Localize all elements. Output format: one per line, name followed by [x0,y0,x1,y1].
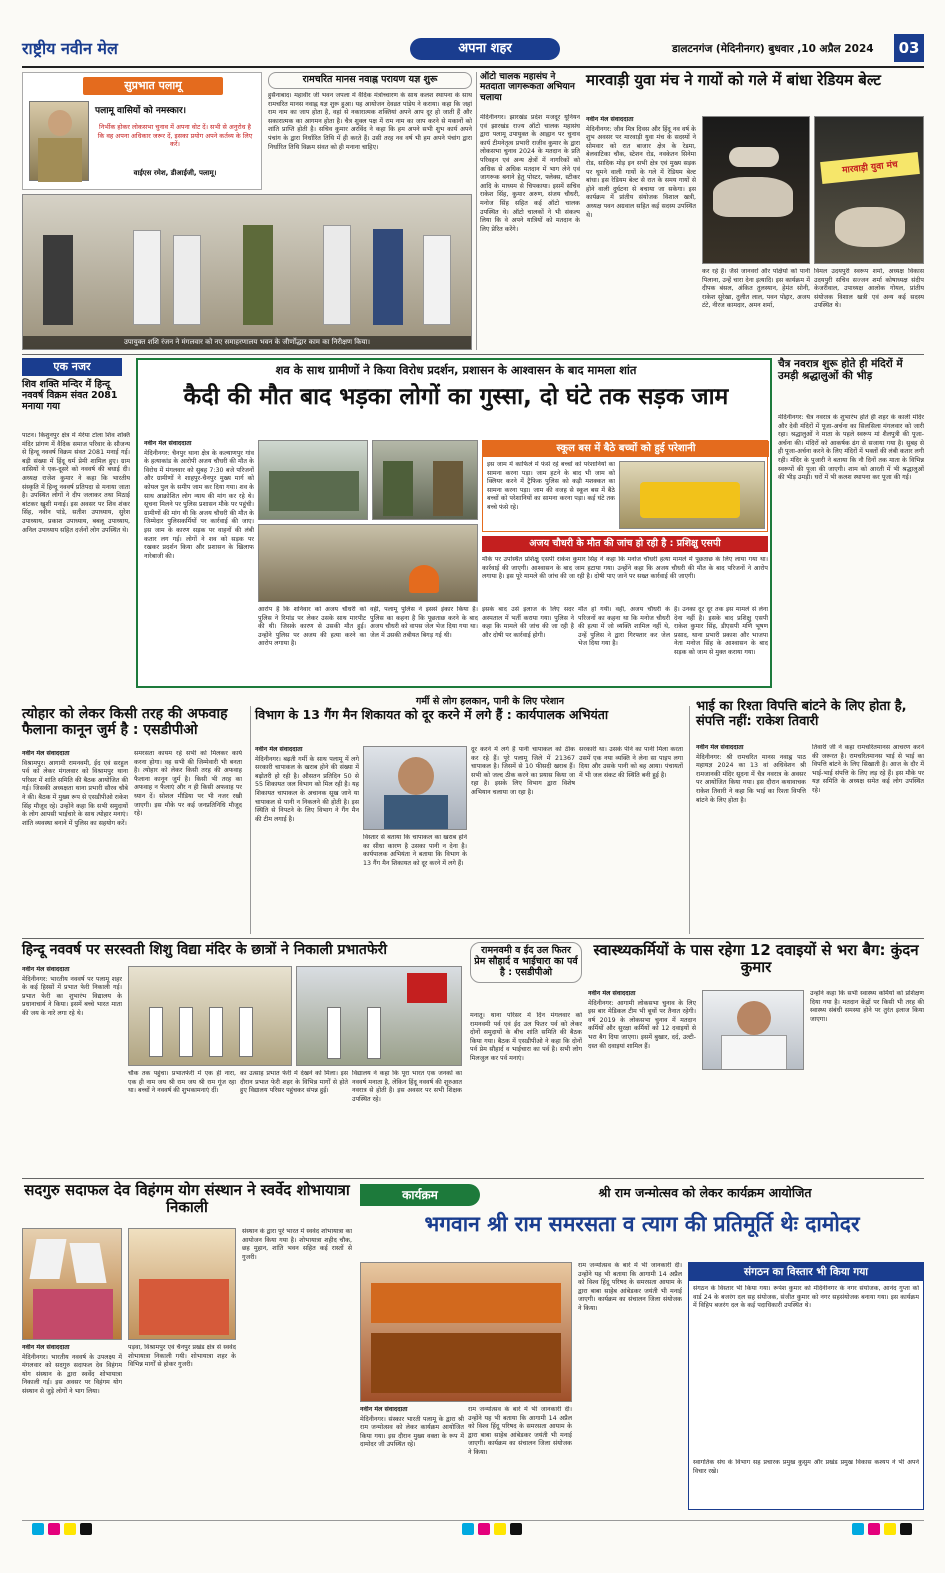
kaidi-body-3: वहीं, पलामू पुलिस ने इससे इंकार किया है। पुलिस का कहना है कि पूछताछ करने के बाद अजय चौधरी को वापस जेल भेज दिया गया था। जेल में उसकी तबीयत बिगड़ गई थी। [370,606,478,639]
swatch-magenta-2 [478,1523,490,1535]
sangathan-headline: संगठन का विस्तार भी किया गया [689,1263,923,1281]
ram-janmotsav-photo [360,1262,572,1402]
swasthya-byline: नवीन मेल संवाददाता [588,990,636,997]
saraswati-body-4: विद्यालय ने कहा कि पूरा भारत एक जनकों का नववर्ष मनाता है, लेकिन हिंदू नववर्ष की शुरुआत नवरात्र से होती है। इस अवसर पर सभी शिक्षक उपस्थित रहे। [352,1070,462,1103]
sangathan-body: संगठन के विस्तार भी किया गया। रूपेश कुमार को मेदिनीनगर के नगर संयोजक, आनंद गुप्ता को वार्ड 24 के बजरंग दल सह संयोजक, संजीत कुमार को नगर सहसंयोजक बनाया गया। इस कार्यक्रम में विहिप बजरंग दल के कई पदाधिकारी उपस्थित थे। [693,1285,919,1310]
vibhag-body-4: सरकारी था। उसके पीने का पानी मिला करता उसमें एक नया व्यक्ति ने लेना सा पाइप लगा दिया और उसके पानी को बह आया। पंचायतों में भी जल संकट की स्थिति बनी हुई है। [579,746,683,779]
vibhag-byline: नवीन मेल संवाददाता [255,746,303,753]
sadguru-body-2: पड़वा, विश्रामपुर एवं चैनपुर प्रखंड क्षेत्र से स्वर्वेद शोभायात्रा निकाली गयी। शोभायात्रा शहर के विभिन्न मार्गों से होकर गुजरी। [128,1344,236,1369]
sangathan-footer: स्वागतिक संघ के विभाग सह प्रचारक प्रमुख कुसुम और प्रखंड प्रमुख विकास कश्यप ने भी अपने विचार रखे। [693,1459,919,1475]
suprabhat-tag: सुप्रभात पलामू [83,77,223,95]
bhai-story [696,700,924,934]
sadguru-story [22,1182,352,1512]
bhai-body [696,744,806,932]
kaidi-story [136,358,772,688]
karyakram-body-text: मेदिनीनगर। संस्कार भारती पलामू के द्वारा श्री राम जन्मोत्सव को लेकर कार्यक्रम आयोजित किया गया। इस दौरान मुख्य वक्ता के रूप में दामोदर जी उपस्थित रहे। [360,1415,464,1449]
marwadi-story [586,72,924,350]
vibhag-body [255,746,359,932]
tyohar-headline: त्योहार को लेकर किसी तरह की अफवाह फैलाना कानून जुर्म है : एसडीपीओ [22,706,228,739]
swatch-yellow-2 [494,1523,506,1535]
sangathan-box [688,1262,924,1510]
tyohar-body-2: समरसता कायम रहे सभी को मिलकर कार्य करना होगा। वह सभी की जिम्मेवारी भी बनता है। त्योहार को लेकर किसी तरह की अफवाह फैलाना कानून जुर्म है। किसी भी तरह का अफवाह न फैलाएं और न ही किसी अफवाह पर ध्यान दें। सोशल मीडिया पर भी नजर रखी जाएगी। इस मौके पर कई जनप्रतिनिधि मौजूद रहे। [134,750,242,818]
swatch-black-3 [900,1523,912,1535]
marwadi-body-2: कर रहे हैं। जैसे जानवरों और पक्षियों को पानी पिलाना, उन्हें चारा देना इत्यादि। इस कार्यक्रम में दीपक बंसल, अंकित तुलस्यान, हेमंत सोनी, राकेश सुरेखा, तुलीत लाल, पवन पोद्दार, अजय टंटे, नीरज कामदार, अमन शर्मा, [702,268,810,310]
section-tag [410,38,560,60]
protest-photo-1 [258,440,368,520]
tyohar-byline: नवीन मेल संवाददाता [22,750,70,757]
greeting: पलामू वासियों को नमस्कार। [95,106,187,116]
swatch-cyan [32,1523,44,1535]
jaanch-body-2: इसके बाद उसे इलाज के लिए सदर अस्पताल में भर्ती कराया गया। पुलिस ने कहा कि मामले की जांच की जा रही है और दोषी पर कार्रवाई होगी। [482,606,574,639]
masthead [22,34,924,68]
vibhag-story [250,706,690,934]
jaanch-body-4: है। उनका दूर दूर तक इस मामले से लेना देना नहीं है। इसके बाद प्रशिक्षु एसपी राकेश कुमार सिंह, डीएसपी मणि भूषण प्रसाद, थाना प्रभारी प्रकाश और भाजपा नेता मनोज सिंह के आश्वासन के बाद सड़क को जाम से मुक्त कराया गया। [674,606,768,656]
bhai-body-text: मेदिनीनगर: श्री रामचरित मानस नवाह्न पाठ महायज्ञ 2024 का 13 वां अधिवेशन श्री रामजानकी मंदिर सूदना में चैत्र नवरात्र के अवसर पर आयोजित किया गया। इस दौरान कथावाचक राकेश तिवारी ने कहा कि भाई का रिश्ता विपत्ति बांटने के लिए होता है। [696,753,806,804]
swatch-black-2 [510,1523,522,1535]
saraswati-story [22,942,462,1174]
karyakram-body-2: राम जन्मोत्सव के बारे में भी जानकारी दी। उन्होंने यह भी बताया कि आगामी 14 अप्रैल को विश्व हिंदू परिषद के समरसता आयाम के द्वारा बाबा साहेब आंबेडकर जयंती भी मनाई जाएगी। कार्यक्रम का संचालन जिला संयोजक ने किया। [468,1406,572,1456]
ramcharit-story [268,72,472,190]
kaidi-body [144,440,254,684]
shobhayatra-photo [22,1228,122,1340]
inspection-caption: उपायुक्त शशि रंजन ने मंगलवार को नए समाहरणालय भवन के जीर्णोद्धार काम का निरीक्षण किया। [23,336,471,349]
prabhatferi-photo-1 [128,966,292,1066]
swasthya-story [588,942,924,1174]
page-number: 03 [894,34,924,62]
row3-rule [22,938,924,939]
ramnavmi-story [470,942,582,1174]
ek-nazar-story [22,358,130,688]
chaitra-body: मेदिनीनगर: चैत्र नवरात्र के शुभारंभ होते ही शहर के काली मंदिर और देवी मंदिरों में पूजा-अर्चना का सिलसिला मंगलवार को जारी रहा। श्रद्धालुओं ने माता के पहले स्वरूप मां शैलपुत्री की पूजा-अर्चना की। मंदिरों को आकर्षक ढंग से सजाया गया है। सुबह से ही पूजा-अर्चना करने के लिए मंदिरों में भक्तों की लंबी कतार लगी रही। मंदिर के पुजारी ने बताया कि नौ दिनों तक माता के विभिन्न स्वरूपों की पूजा की जाएगी। शाम को आरती में भी श्रद्धालुओं की भीड़ उमड़ी। घरों में भी कलश स्थापना कर पूजा की गई। [778,414,924,482]
karyakram-byline: नवीन मेल संवाददाता [360,1406,408,1413]
marwadi-body [586,116,696,348]
ramnavmi-body: मनातू। थाना परिसर में दिन मंगलवार को रामनवमी पर्व एवं ईद उल फितर पर्व को लेकर दोनों समुदायों के बीच शांति समिति की बैठक किया गया। बैठक में एसडीपीओ ने कहा कि दोनों पर्व प्रेम सौहार्द व भाईचारा का पर्व है। सभी लोग मिलजुल कर पर्व मनाएं। [470,1012,582,1062]
karyakram-body-3: राम जन्मोत्सव के बारे में भी जानकारी दी। उन्होंने यह भी बताया कि आगामी 14 अप्रैल को विश्व हिंदू परिषद के समरसता आयाम के द्वारा बाबा साहेब आंबेडकर जयंती भी मनाई जाएगी। कार्यक्रम का संचालन जिला संयोजक ने किया। [578,1262,682,1312]
vibhag-body-text: मेदिनीनगर। बढ़ती गर्मी के साथ पलामू में लगे सरकारी चापाकल के खराब होने की संख्या में बढ़ोतरी हो रही है। औसतन प्रतिदिन 50 से 55 शिकायत जल विभाग को मिल रही है। यह शिकायत चापाकल के अचानक सूख जाने या चापाकल से पानी न निकलने की होती है। इस स्थिति से निपटने के लिए विभाग ने गैंग मैन की टीम लगाई है। [255,755,359,823]
row4-rule [22,1178,924,1179]
sadguru-headline: सदगुरु सदाफल देव विहंगम योग संस्थान ने स्वर्वेद शोभायात्रा निकाली [24,1181,350,1217]
jaanch-body-3: मौत हो गयी। वहीं, अजय चौधरी के परिजनों का कहना था कि मनोज चौधरी की हत्या में जो व्यक्ति शामिल नहीं थे, उन्हें पुलिस ने द्वारा गिरफ्तार कर जेल भेज दिया गया है। [578,606,670,648]
sadguru-byline: नवीन मेल संवाददाता [22,1344,70,1351]
dig-photo [29,101,89,181]
dig-quote: निर्भीक होकर लोकसभा चुनाव में अपना वोट दें। सभी से अनुरोध है कि वह अपना अधिकार जरूर दें, इसका प्रयोग अपने कर्तव्य के लिए करें। [97,123,253,149]
ek-nazar-tag: एक नजर [22,358,122,376]
engineer-photo [363,746,467,830]
chaitra-headline: चैत्र नवरात्र शुरू होते ही मंदिरों में उमड़ी श्रद्धालुओं की भीड़ [778,358,903,383]
saraswati-body-3: का उत्साह प्रभात फेरी में देखने को मिला। इस दौरान प्रभात फेरी शहर के विभिन्न मार्गों से होते हुए विद्यालय परिसर पहुंचकर संपन्न हुई। [240,1070,348,1095]
auto-body: मेदिनीनगर। झारखंड प्रदेश मजदूर यूनियन एवं झारखंड राज्य ऑटो चालक महासंघ द्वारा पलामू उपायुक्त के आह्वान पर चुनाव कार्य टीमनेतृत्व प्रभारी राजीव कुमार के द्वारा लोकसभा चुनाव 2024 के मतदान के प्रति परिवहन एवं अन्य क्षेत्रों में नागरिकों को अधिक से अधिक मतदान में भाग लेने एवं जागरूक बनाने हेतु पोस्टर, फ्लेक्स, स्टीकर आदि के माध्यम से चिपकाया। इसमें सचिव राकेश सिंह, कुमार अरुण, संजय चौधरी, मनोज सिंह सहित कई ऑटो चालक उपस्थित थे। ऑटो चालकों ने भी संकल्प लिया कि वे अपने यात्रियों को मतदान के लिए प्रेरित करेंगे। [480,114,580,233]
vibhag-body-3: दूर करने में लगे हैं पानी चापाकल को ठीक कर रहे हैं। पूरे पलामू जिले में 21367 चापाकल है। जिसमें से 10 फीसदी खराब हैं। सभी को जल्द ठीक करने का प्रयास किया जा रहा है। इसके लिए विभाग द्वारा विशेष अभियान चलाया जा रहा है। [471,746,575,796]
tyohar-body [22,750,128,932]
tyohar-story [22,706,242,934]
shobhayatra-photo-2 [128,1228,236,1340]
masthead-rule [22,66,924,68]
karyakram-body [360,1406,464,1510]
saraswati-body-text: मेदिनीनगर: भारतीय नववर्ष पर पलामू शहर के कई हिस्सों में प्रभात फेरी निकाली गई। प्रभात फेरी का शुभारंभ विद्यालय के प्रधानाचार्य ने किया। इसमें बच्चे भारत माता की जय के नारे लगा रहे थे। [22,975,122,1017]
swasthya-body [588,990,696,1172]
marwadi-banner: मारवाड़ी युवा मंच [820,152,920,184]
protest-photo-2 [372,440,478,520]
chaitra-story [778,358,924,688]
karyakram-headline: भगवान श्री राम समरसता व त्याग की प्रतिमूर्ति थेः दामोदर [424,1212,860,1236]
kundan-photo [702,990,804,1070]
swasthya-body-2: उन्होंने कहा कि सभी स्वास्थ्य कर्मियों को प्रशिक्षण दिया गया है। मतदान केंद्रों पर किसी भी तरह की स्वास्थ्य संबंधी समस्या होने पर तुरंत इलाज किया जाएगा। [810,990,924,1023]
section-label: अपना शहर [458,41,512,56]
cow-photo-2 [814,116,924,264]
marwadi-body-text: मेदिनीनगर: जीव मित्र दिवस और हिंदू नव वर्ष के शुभ अवसर पर मारवाड़ी युवा मंच के सदस्यों ने सोमवार को रात बाजार क्षेत्र के रेडमा, बेलवाटिका चौक, स्टेशन रोड, नवकेतन सिनेमा रोड, सादिक मोड़ इन सभी क्षेत्र एवं मुख्य सड़क पर घूमने वाली गायों के गले में रेडियम बेल्ट बांधा। इस रेडियम बेल्ट से रात के समय गायों से होने वाली दुर्घटना से बचाया जा सकेगा। इस कार्यक्रम में प्रांतीय संयोजक विशाल खत्री, अध्यक्ष पवन अग्रवाल सहित कई सदस्य उपस्थित थे। [586,125,696,219]
masthead-logo [22,37,118,59]
swasthya-body-text: मेदिनीनगर: आगामी लोकसभा चुनाव के लिए इस बार मेडिकल टीम भी बूथों पर तैनात रहेगी। वर्ष 2019 के लोकसभा चुनाव में मतदान कर्मियों और सुरक्षा कर्मियों को 12 दवाइयों से भरा बैग दिया जाएगा। इसमें बुखार, दर्द, उल्टी-दस्त की दवाइयां शामिल हैं। [588,999,696,1050]
ramnavmi-headline: रामनवमी व ईद उल फितर प्रेम सौहार्द व भाईचारा का पर्व है : एसडीपीओ [470,942,582,983]
sadguru-body [22,1344,122,1510]
paper-name: राष्ट्रीय नवीन मेल [22,39,118,58]
prabhatferi-photo-2 [296,966,462,1066]
saraswati-headline: हिन्दू नववर्ष पर सरस्वती शिशु विद्या मंदिर के छात्रों ने निकाली प्रभातफेरी [22,942,388,958]
swatch-cyan-3 [852,1523,864,1535]
karyakram-kicker: श्री राम जन्मोत्सव को लेकर कार्यक्रम आयोजित [598,1185,812,1200]
ek-nazar-headline: शिव शक्ति मन्दिर में हिन्दू नववर्ष विक्रम संवत 2081 मनाया गया [22,379,118,412]
dateline: डालटनगंज (मेदिनीनगर) बुधवार ,10 अप्रैल 2024 [672,43,874,55]
dig-signature: वाईएस रमेश, डीआईजी, पलामू। [133,169,217,177]
bhai-body-2: तिवारी जी ने कहा रामचरितमानस आचरण करने की जरूरत है। रामचरितमानस भाई से भाई का विपत्ति बांटने के लिए सिखाती है। आज के दौर में भाई-भाई संपत्ति के लिए लड़ रहे हैं। इस मौके पर यज्ञ समिति के अध्यक्ष समेत कई लोग उपस्थित रहे। [812,744,924,794]
sadguru-body-3: संस्थान के द्वारा पूरे भारत में स्वर्वेद शोभायात्रा का आयोजन किया गया है। शोभायात्रा शहीद चौक, छह मुहान, शांति भवन सहित कई रास्तों से गुजरी। [242,1228,352,1261]
marwadi-body-3: विमल उदयपुरी स्वरूप शर्मा, अध्यक्ष विकास उदयपुरी सचिव सज्जन शर्मा कोषाध्यक्ष संदीप केजरीवाल, उपाध्यक्ष आलोक गोयल, प्रांतीय संयोजक विशाल खत्री एवं अन्य कई सदस्य उपस्थित थे। [814,268,924,310]
auto-headline: ऑटो चालक महासंघ ने मतदाता जागरूकता अभियान चलाया [480,72,575,103]
ramcharit-headline: रामचरित मानस नवाह्न परायण यज्ञ शुरू [268,72,472,89]
marwadi-byline: नवीन मेल संवाददाता [586,116,634,123]
swatch-cyan-2 [462,1523,474,1535]
marwadi-headline: मारवाड़ी युवा मंच ने गायों को गले में बांधा रेडियम बेल्ट [586,71,881,89]
sadguru-body-text: मेदिनीनगर। भारतीय नववर्ष के उपलक्ष्य में मंगलवार को सदगुरु सदाफल देव विहंगम योग संस्थान के द्वारा स्वर्वेद शोभायात्रा निकाली गई। इस अवसर पर विहंगम योग संस्थान से जुड़े लोगों ने भाग लिया। [22,1353,122,1395]
karyakram-story [360,1182,924,1512]
jaanch-headline: अजय चौधरी के मौत की जांच हो रही है : प्रशिक्षु एसपी [482,536,768,552]
saraswati-body [22,966,122,1172]
school-bus-headline: स्कूल बस में बैठे बच्चों को हुई परेशानी [483,441,769,457]
protest-photo-3 [258,524,478,602]
swatch-magenta [48,1523,60,1535]
saraswati-byline: नवीन मेल संवाददाता [22,966,70,973]
kaidi-byline: नवीन मेल संवाददाता [144,440,192,447]
bhai-headline: भाई का रिश्ता विपत्ति बांटने के लिए होता है, संपत्ति नहीं: राकेश तिवारी [696,699,907,729]
suprabhat-box [22,72,262,190]
bhai-byline: नवीन मेल संवाददाता [696,744,744,751]
bus-photo [619,461,765,529]
cow-photo-1 [702,116,810,264]
tyohar-body-text: विश्रामपुर। आगामी रामनवमी, ईद एवं सरहुल पर्व को लेकर मंगलवार को विश्रामपुर थाना परिसर में शांति समिति की बैठक आयोजित की गई। जिसकी अध्यक्षता थाना प्रभारी सौरव चौबे ने की। बैठक में मुख्य रूप से एसडीपीओ राकेश सिंह मौजूद रहे। उन्होंने कहा कि सभी समुदायों के लोग आपसी भाईचारे के साथ त्योहार मनाएं। शांति व्यवस्था बनाने में पुलिस का सहयोग करें। [22,759,128,827]
vibhag-body-2: विस्तार से बताया कि चापाकल का खराब होने का सीधा कारण है उसका पानी न देना है। कार्यपालक अभियंता ने बताया कि विभाग के 13 गैंग मैन शिकायत को दूर करने में लगे हैं। [363,834,467,867]
ek-nazar-body: पाटन। किशुनपुर क्षेत्र में मेरेया टोला शिव शक्ति मंदिर प्रांगण में वैदिक समाज परिवार के सौजन्य से हिन्दू नववर्ष विक्रम संवत 2081 मनाई गई। बड़ी संख्या में हिंदू धर्म प्रेमी शामिल हुए। ग्राम वासियों ने एक-दूसरे को नववर्ष की बधाई दी। अध्यक्ष राजेश कुमार ने कहा कि भारतीय संस्कृति में हिन्दू नववर्ष प्रतिपदा से मनाया जाता है। उपस्थित लोगों ने दीप जलाकर तथा मिठाई बांटकर खुशी मनाई। इस अवसर पर शिव शंकर सिंह, नवीन पांडे, सतीश उपाध्याय, सुरेश उपाध्याय, प्रकाश उपाध्याय, बबलू उपाध्याय, अनिल उपाध्याय सहित दर्जनों लोग उपस्थित थे। [22,432,130,534]
auto-chalak-story [476,72,580,350]
kaidi-body-2: आरोप है कि शनिवार को अजय चौधरी को पुलिस ने रिमांड पर लेकर उसके साथ मारपीट की थी। जिसके कारण से उसकी मौत हुई। उन्होंने पुलिस पर अजय की हत्या करने का आरोप लगाया है। [258,606,366,648]
color-registration-bar [22,1520,924,1536]
saraswati-body-2: चौक तक पहुंचा। प्रभातफेरी में एक ही नारा, एक ही नाम जय श्री राम जय श्री राम गूंज रहा था। बच्चों ने नववर्ष की शुभकामनाएं दीं। [128,1070,236,1095]
swatch-yellow [64,1523,76,1535]
ramcharit-body: हुसैनाबाद। महावीर जी भवन जपला में वैदिक मंत्रोच्चारण के साथ कलश स्थापना के साथ रामचरित मानस नवाह्न यज्ञ शुरू हुआ। यह आयोजन देवव्रत पांडेय ने कराया। कहा कि जहां राम नाम का जाप होता है, वहां से नकारात्मक शक्तियां अपने आप दूर हो जाती हैं और सकारात्मक का आगमन होता है। चैत्र शुक्ल पक्ष में राम नाम का जाप करने से मकानों को शांति प्राप्ति होती है। सचिव कुमार अरविंद ने कहा कि हम अपने सभी शुभ कार्य अपने पंचांग के द्वारा निर्धारित तिथि में ही करते हैं। उसी तरह नव वर्ष भी हम अपने पंचांग द्वारा निर्धारित तिथि विक्रम संवत को ही मनाना चाहिए। [268,92,472,151]
jaanch-body: मौके पर उपस्थित प्रशिक्षु एसपी राकेश कुमार सिंह ने कहा कि मनोज चौधरी हत्या मामले में पूछताछ के लिए लाया गया था। कार्रवाई की जाएगी। आश्वासन के बाद जाम हटाया गया। उन्होंने कहा कि अजय चौधरी की मौत के बाद परिजनों ने आरोप लगाया है। इस पूरे मामले की जांच की जा रही है। दोषी पाए जाने पर सख्त कार्रवाई की जाएगी। [482,556,768,581]
swatch-yellow-3 [884,1523,896,1535]
swatch-magenta-3 [868,1523,880,1535]
kaidi-headline: कैदी की मौत बाद भड़का लोगों का गुस्सा, दो घंटे तक सड़क जाम [183,384,729,410]
kaidi-body-text: मेदिनीनगर: चैनपुर थाना क्षेत्र के कल्याणपुर गांव के हत्याकांड के आरोपी अजय चौधरी की मौत के विरोध में मंगलवार को सुबह 7:30 बजे परिजनों और ग्रामीणों ने शाहपुर-चैनपुर मुख्य मार्ग को कोयल पुल के समीप जाम कर दिया गया। शव के साथ आक्रोशित लोग न्याय की मांग कर रहे थे। सूचना मिलने पर पुलिस प्रशासन मौके पर पहुंची। ग्रामीणों की मांग थी कि अजय चौधरी की मौत के जिम्मेदार पुलिसकर्मियों पर कार्रवाई की जाए। इस जाम के कारण सड़क पर वाहनों की लंबी कतार लग गई। लोगों ने शव को सड़क पर रखकर प्रदर्शन किया और प्रशासन के खिलाफ नारेबाजी की। [144,449,254,560]
row1-rule [22,354,924,355]
karyakram-tag: कार्यक्रम [360,1184,480,1206]
swasthya-headline: स्वास्थ्यकर्मियों के पास रहेगा 12 दवाइयों से भरा बैग: कुंदन कुमार [593,941,919,977]
swatch-black [80,1523,92,1535]
school-bus-body: इस जाम में काफिले में फंसे रहे बच्चों को परेशानियों का सामना करना पड़ा। जाम हटने के बाद भी जाम को क्लियर करने में ट्रैफिक पुलिस को कड़ी मशक्कत का सामना करना पड़ा। जाम की वजह से स्कूल बस में बैठे बच्चों को परेशानियों का सामना करना पड़ा। कई घंटे तक बच्चे फंसे रहे। [487,461,615,511]
vibhag-headline: विभाग के 13 गैंग मैन शिकायत को दूर करने में लगे हैं : कार्यपालक अभियंता [255,707,609,722]
inspection-photo [22,194,472,350]
kaidi-kicker: शव के साथ ग्रामीणों ने किया विरोध प्रदर्शन, प्रशासन के आश्वासन के बाद मामला शांत [275,363,637,377]
water-kicker: गर्मी से लोग हलकान, पानी के लिए परेशान [416,696,564,707]
school-bus-box [482,440,768,532]
